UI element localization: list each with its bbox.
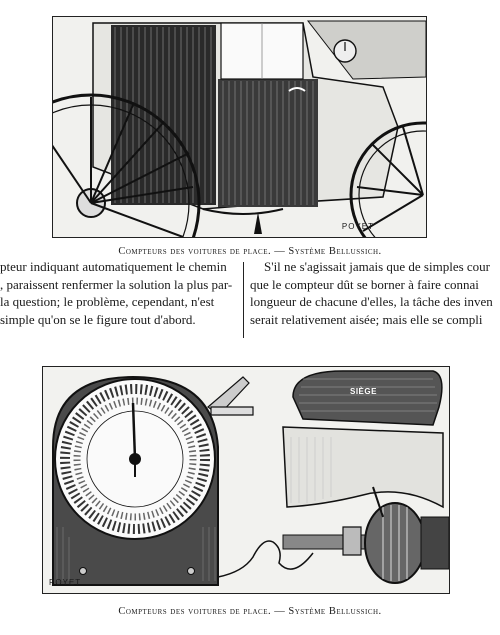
text-line: pteur indiquant automatiquement le chemin — [0, 259, 227, 274]
column-divider — [243, 262, 244, 338]
text-column-right — [250, 258, 500, 328]
text-line: la question; le problème, cependant, n'est — [0, 294, 215, 309]
text-line: serait relativement aisée; mais elle se compli — [250, 311, 483, 327]
text-line: que le compteur dût se borner à faire connai — [250, 276, 479, 292]
text-line: , paraissent renfermer la solution la plus par- — [0, 276, 233, 292]
seat-label: SIÈGE — [350, 387, 377, 396]
meter-engraving — [43, 367, 449, 593]
figure2-caption: Compteurs des voitures de place. — Système Bellussich. — [118, 606, 382, 617]
text-column-left — [0, 258, 238, 328]
figure2-signature: POYET — [49, 578, 82, 587]
carriage-engraving — [53, 17, 426, 237]
figure-meter — [42, 366, 450, 594]
figure-carriage — [52, 16, 427, 238]
figure1-signature: POYET — [341, 222, 374, 231]
figure1-caption: Compteurs des voitures de place. — Système Bellussich. — [118, 246, 382, 257]
text-line: S'il ne s'agissait jamais que de simples cour — [264, 259, 491, 274]
text-line: simple qu'on se le figure tout d'abord. — [0, 311, 196, 327]
text-line: longueur de chacune d'elles, la tâche des inven — [250, 294, 493, 309]
